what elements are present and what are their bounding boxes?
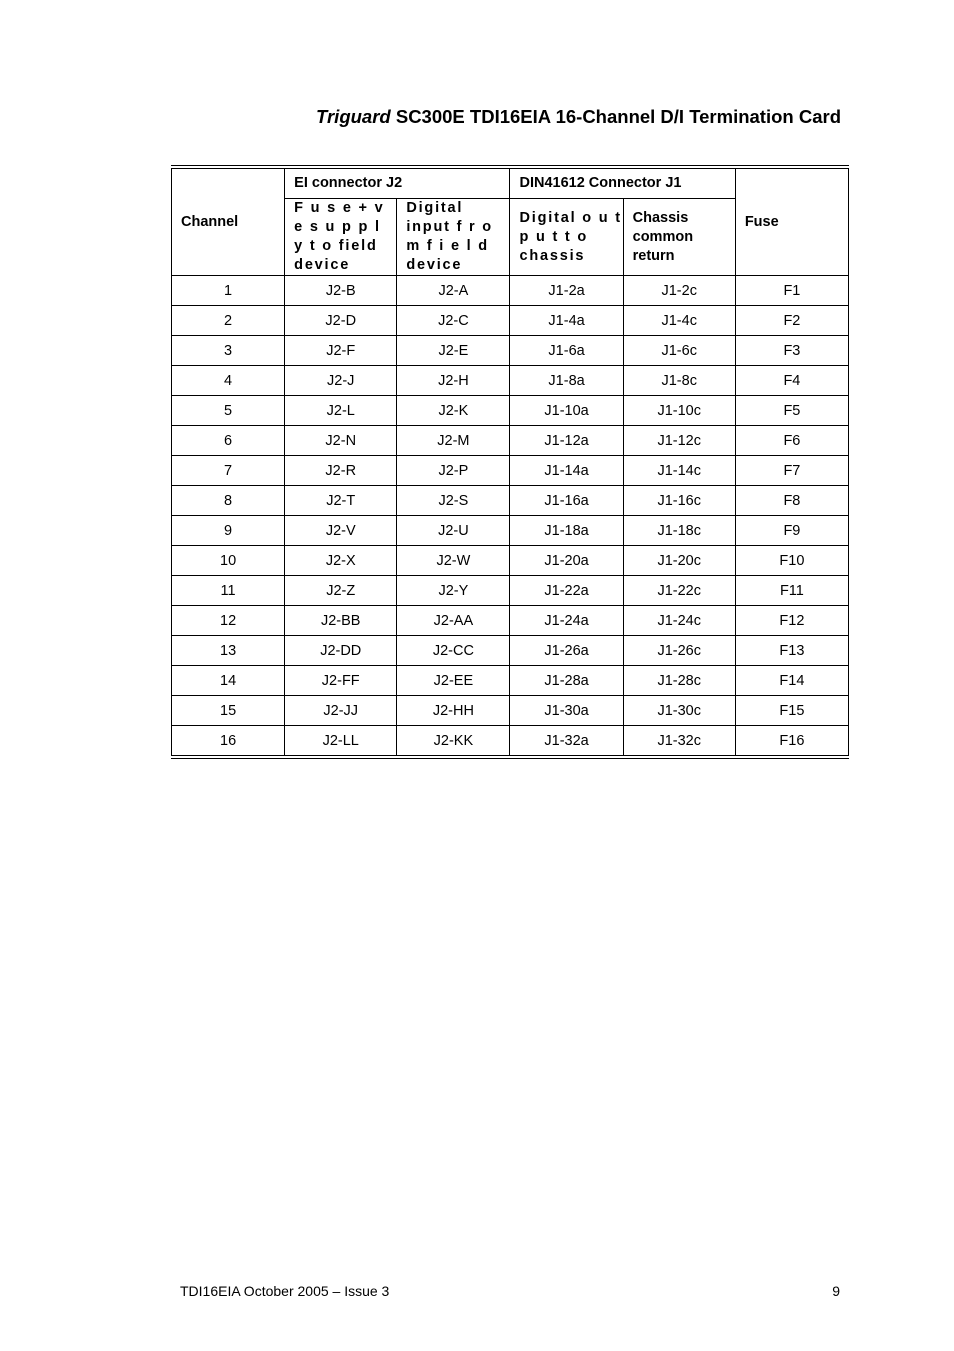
cell-channel: 3 xyxy=(172,336,285,366)
cell-fuse-supply: J2-JJ xyxy=(285,696,397,726)
cell-fuse: F10 xyxy=(735,546,848,576)
cell-chassis-return: J1-12c xyxy=(623,426,735,456)
table-row xyxy=(172,276,849,306)
cell-channel: 9 xyxy=(172,516,285,546)
table-row xyxy=(172,366,849,396)
cell-channel: 1 xyxy=(172,276,285,306)
cell-digital-output: J1-28a xyxy=(510,666,623,696)
cell-channel: 8 xyxy=(172,486,285,516)
cell-chassis-return: J1-8c xyxy=(623,366,735,396)
cell-channel: 15 xyxy=(172,696,285,726)
cell-digital-output: J1-32a xyxy=(510,726,623,756)
cell-fuse-supply: J2-BB xyxy=(285,606,397,636)
cell-fuse-supply: J2-LL xyxy=(285,726,397,756)
header-digital-input: Digital input f r o m f i e l d device xyxy=(397,199,510,276)
cell-digital-input: J2-A xyxy=(397,276,510,306)
table-row xyxy=(172,606,849,636)
header-fuse-supply: F u s e + v e s u p p l y t o field device xyxy=(285,199,397,276)
cell-fuse-supply: J2-F xyxy=(285,336,397,366)
cell-channel: 11 xyxy=(172,576,285,606)
cell-chassis-return: J1-16c xyxy=(623,486,735,516)
cell-digital-output: J1-30a xyxy=(510,696,623,726)
cell-digital-input: J2-K xyxy=(397,396,510,426)
cell-chassis-return: J1-26c xyxy=(623,636,735,666)
cell-fuse: F6 xyxy=(735,426,848,456)
cell-digital-output: J1-24a xyxy=(510,606,623,636)
table-row xyxy=(172,576,849,606)
cell-fuse: F3 xyxy=(735,336,848,366)
cell-channel: 6 xyxy=(172,426,285,456)
cell-digital-input: J2-HH xyxy=(397,696,510,726)
cell-digital-output: J1-20a xyxy=(510,546,623,576)
cell-chassis-return: J1-2c xyxy=(623,276,735,306)
cell-chassis-return: J1-10c xyxy=(623,396,735,426)
cell-digital-input: J2-M xyxy=(397,426,510,456)
cell-channel: 5 xyxy=(172,396,285,426)
cell-fuse: F4 xyxy=(735,366,848,396)
cell-digital-output: J1-14a xyxy=(510,456,623,486)
table-row xyxy=(172,306,849,336)
cell-digital-output: J1-6a xyxy=(510,336,623,366)
cell-chassis-return: J1-22c xyxy=(623,576,735,606)
cell-digital-input: J2-H xyxy=(397,366,510,396)
header-channel: Channel xyxy=(172,169,285,276)
cell-fuse: F2 xyxy=(735,306,848,336)
cell-digital-input: J2-C xyxy=(397,306,510,336)
table-row xyxy=(172,426,849,456)
cell-fuse: F13 xyxy=(735,636,848,666)
table-row xyxy=(172,486,849,516)
cell-fuse: F8 xyxy=(735,486,848,516)
cell-channel: 10 xyxy=(172,546,285,576)
cell-channel: 7 xyxy=(172,456,285,486)
page-title-text: SC300E TDI16EIA 16-Channel D/I Termination Card xyxy=(390,106,841,127)
cell-chassis-return: J1-30c xyxy=(623,696,735,726)
cell-fuse-supply: J2-Z xyxy=(285,576,397,606)
cell-digital-input: J2-U xyxy=(397,516,510,546)
table-row xyxy=(172,546,849,576)
cell-channel: 14 xyxy=(172,666,285,696)
header-din-connector-j1: DIN41612 Connector J1 xyxy=(510,169,735,199)
header-chassis-return: Chassis common return xyxy=(623,199,735,276)
cell-fuse-supply: J2-D xyxy=(285,306,397,336)
table-row xyxy=(172,336,849,366)
cell-digital-input: J2-W xyxy=(397,546,510,576)
cell-fuse: F1 xyxy=(735,276,848,306)
cell-fuse: F7 xyxy=(735,456,848,486)
header-ei-connector-j2: EI connector J2 xyxy=(285,169,510,199)
cell-chassis-return: J1-24c xyxy=(623,606,735,636)
page-title-product: Triguard xyxy=(316,106,391,127)
cell-digital-output: J1-10a xyxy=(510,396,623,426)
cell-digital-output: J1-2a xyxy=(510,276,623,306)
table-row xyxy=(172,456,849,486)
cell-fuse: F14 xyxy=(735,666,848,696)
table-row xyxy=(172,726,849,756)
cell-channel: 4 xyxy=(172,366,285,396)
page-title xyxy=(170,106,841,128)
footer-document-info: TDI16EIA October 2005 – Issue 3 xyxy=(180,1283,390,1299)
cell-chassis-return: J1-28c xyxy=(623,666,735,696)
cell-fuse: F16 xyxy=(735,726,848,756)
cell-chassis-return: J1-18c xyxy=(623,516,735,546)
cell-digital-output: J1-8a xyxy=(510,366,623,396)
table-row xyxy=(172,666,849,696)
cell-channel: 16 xyxy=(172,726,285,756)
cell-fuse-supply: J2-N xyxy=(285,426,397,456)
termination-table-container xyxy=(171,165,849,759)
cell-channel: 12 xyxy=(172,606,285,636)
cell-digital-output: J1-12a xyxy=(510,426,623,456)
cell-digital-input: J2-AA xyxy=(397,606,510,636)
cell-digital-input: J2-Y xyxy=(397,576,510,606)
cell-fuse-supply: J2-V xyxy=(285,516,397,546)
table-row xyxy=(172,636,849,666)
table-row xyxy=(172,516,849,546)
table-header-row-group xyxy=(172,169,849,199)
cell-fuse: F9 xyxy=(735,516,848,546)
cell-digital-output: J1-26a xyxy=(510,636,623,666)
header-fuse: Fuse xyxy=(735,169,848,276)
cell-digital-input: J2-KK xyxy=(397,726,510,756)
cell-fuse-supply: J2-FF xyxy=(285,666,397,696)
cell-fuse-supply: J2-L xyxy=(285,396,397,426)
cell-fuse-supply: J2-R xyxy=(285,456,397,486)
cell-channel: 2 xyxy=(172,306,285,336)
cell-channel: 13 xyxy=(172,636,285,666)
cell-fuse-supply: J2-J xyxy=(285,366,397,396)
cell-chassis-return: J1-6c xyxy=(623,336,735,366)
cell-fuse-supply: J2-DD xyxy=(285,636,397,666)
cell-digital-input: J2-E xyxy=(397,336,510,366)
cell-digital-output: J1-16a xyxy=(510,486,623,516)
cell-fuse: F11 xyxy=(735,576,848,606)
cell-fuse-supply: J2-X xyxy=(285,546,397,576)
cell-digital-output: J1-22a xyxy=(510,576,623,606)
cell-fuse: F5 xyxy=(735,396,848,426)
footer-page-number: 9 xyxy=(832,1283,840,1299)
cell-chassis-return: J1-14c xyxy=(623,456,735,486)
cell-fuse-supply: J2-T xyxy=(285,486,397,516)
table-row xyxy=(172,396,849,426)
table-body xyxy=(172,276,849,756)
cell-digital-input: J2-S xyxy=(397,486,510,516)
cell-fuse-supply: J2-B xyxy=(285,276,397,306)
table-row xyxy=(172,696,849,726)
termination-table xyxy=(171,168,849,756)
cell-digital-output: J1-4a xyxy=(510,306,623,336)
cell-digital-input: J2-EE xyxy=(397,666,510,696)
cell-fuse: F15 xyxy=(735,696,848,726)
header-digital-output: Digital o u t p u t t o chassis xyxy=(510,199,623,276)
cell-chassis-return: J1-32c xyxy=(623,726,735,756)
cell-digital-input: J2-P xyxy=(397,456,510,486)
cell-fuse: F12 xyxy=(735,606,848,636)
cell-digital-input: J2-CC xyxy=(397,636,510,666)
cell-chassis-return: J1-20c xyxy=(623,546,735,576)
cell-chassis-return: J1-4c xyxy=(623,306,735,336)
cell-digital-output: J1-18a xyxy=(510,516,623,546)
